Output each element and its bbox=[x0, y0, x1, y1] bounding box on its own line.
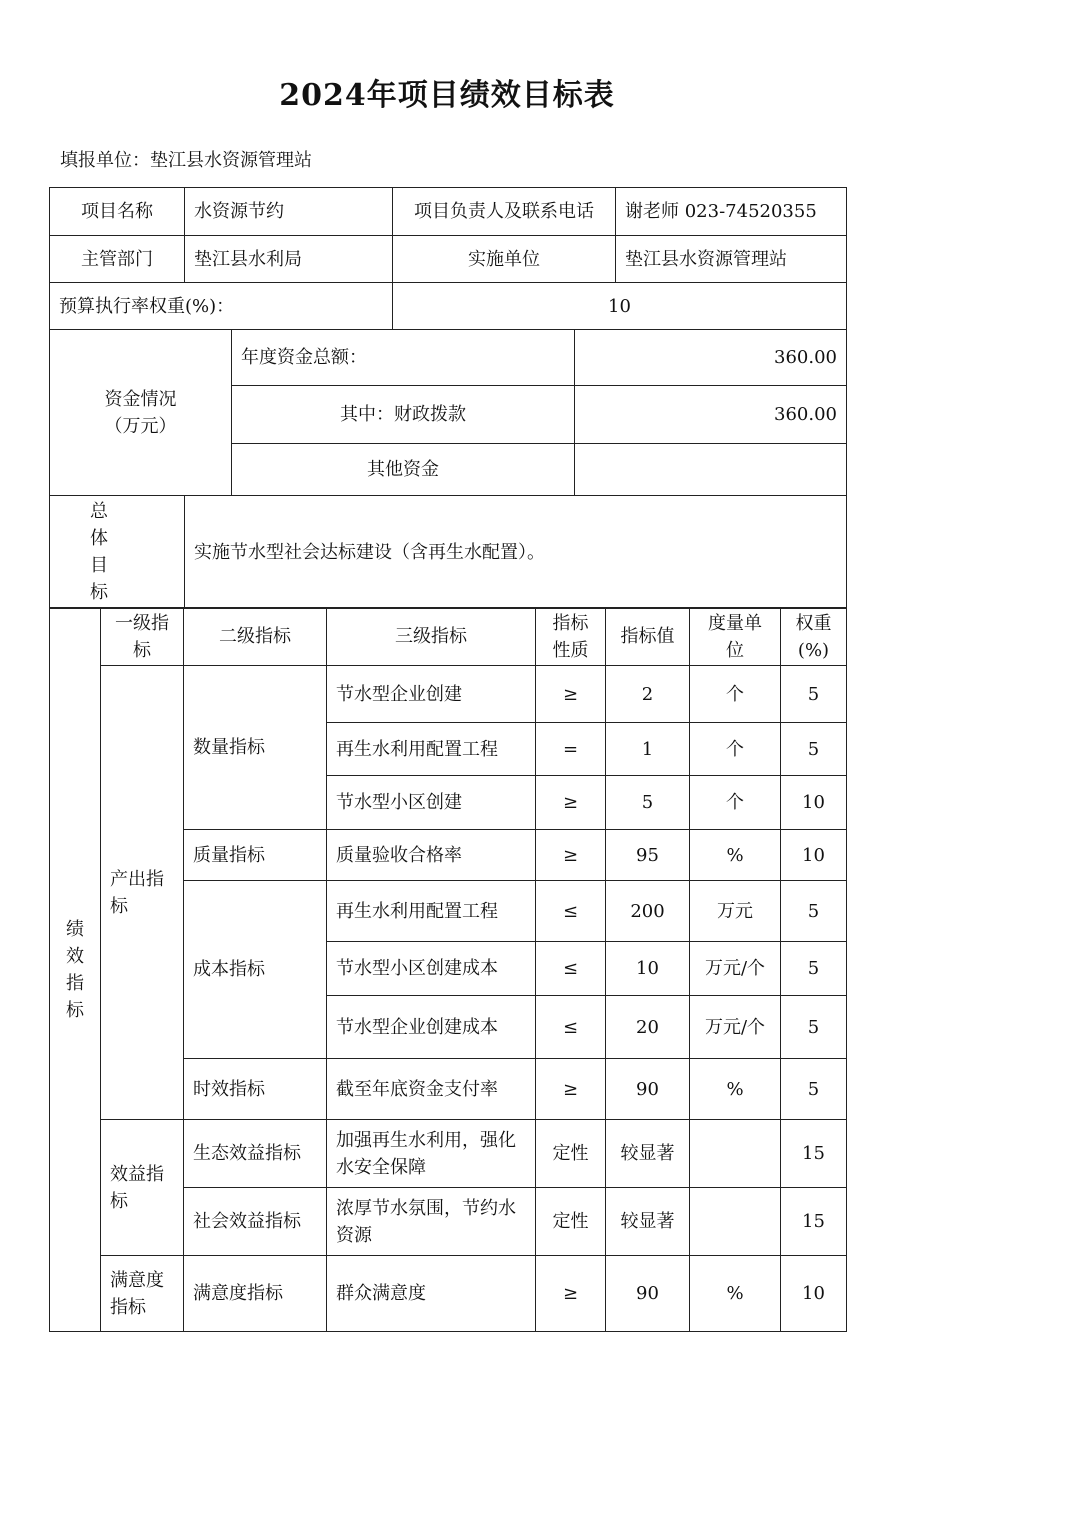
funds-label-line2: （万元） bbox=[104, 415, 177, 437]
budget-weight-label: 预算执行率权重(%)： bbox=[50, 283, 393, 330]
impl-label: 实施单位 bbox=[393, 236, 616, 283]
l3-cell: 再生水利用配置工程 bbox=[327, 723, 536, 776]
unit-cell: 个 bbox=[690, 723, 781, 776]
weight-cell: 5 bbox=[781, 942, 847, 996]
l3-cell: 再生水利用配置工程 bbox=[327, 881, 536, 942]
nature-cell: ≤ bbox=[536, 881, 606, 942]
contact-label: 项目负责人及联系电话 bbox=[393, 188, 616, 236]
weight-cell: 10 bbox=[781, 776, 847, 830]
group-quality: 质量指标 bbox=[184, 830, 327, 881]
funds-other-value bbox=[575, 444, 847, 496]
header-unit-line: 位 bbox=[726, 639, 744, 661]
goal-label bbox=[50, 496, 185, 609]
goal-label-char: 标 bbox=[90, 582, 108, 603]
nature-cell: ≤ bbox=[536, 996, 606, 1059]
l3-line: 资源 bbox=[336, 1224, 372, 1246]
output-label-line: 标 bbox=[110, 895, 128, 917]
value-cell: 2 bbox=[606, 666, 690, 723]
header-l2: 二级指标 bbox=[184, 608, 327, 666]
nature-cell: ≥ bbox=[536, 776, 606, 830]
group-eco: 生态效益指标 bbox=[184, 1120, 327, 1188]
unit-cell: 万元/个 bbox=[690, 942, 781, 996]
satisfaction-label-line: 满意度 bbox=[110, 1269, 164, 1291]
group-timeliness: 时效指标 bbox=[184, 1059, 327, 1120]
output-label-line: 产出指 bbox=[110, 868, 164, 890]
table-row bbox=[50, 1120, 847, 1188]
value-cell: 20 bbox=[606, 996, 690, 1059]
nature-cell: ≥ bbox=[536, 1059, 606, 1120]
weight-cell: 15 bbox=[781, 1188, 847, 1256]
unit-cell: % bbox=[690, 1059, 781, 1120]
value-cell: 较显著 bbox=[606, 1120, 690, 1188]
l3-cell: 截至年底资金支付率 bbox=[327, 1059, 536, 1120]
satisfaction-label bbox=[101, 1256, 184, 1332]
perf-label-char: 效 bbox=[66, 945, 84, 967]
l3-cell: 节水型企业创建 bbox=[327, 666, 536, 723]
benefit-label bbox=[101, 1120, 184, 1256]
impl-value: 垫江县水资源管理站 bbox=[616, 236, 847, 283]
value-cell: 5 bbox=[606, 776, 690, 830]
value-cell: 90 bbox=[606, 1059, 690, 1120]
weight-cell: 5 bbox=[781, 666, 847, 723]
dept-label: 主管部门 bbox=[50, 236, 185, 283]
performance-table bbox=[49, 607, 847, 1332]
unit-cell: 个 bbox=[690, 776, 781, 830]
perf-label-char: 绩 bbox=[66, 918, 84, 940]
group-quantity: 数量指标 bbox=[184, 666, 327, 830]
header-weight-line: 权重 bbox=[795, 612, 832, 634]
nature-cell: ≥ bbox=[536, 1256, 606, 1332]
dept-value: 垫江县水利局 bbox=[185, 236, 393, 283]
l3-cell: 群众满意度 bbox=[327, 1256, 536, 1332]
funds-total-label: 年度资金总额： bbox=[232, 330, 575, 386]
benefit-label-line: 标 bbox=[110, 1190, 128, 1212]
header-weight bbox=[781, 608, 847, 666]
header-l3: 三级指标 bbox=[327, 608, 536, 666]
perf-label-char: 标 bbox=[66, 999, 84, 1021]
l3-cell bbox=[327, 1188, 536, 1256]
weight-cell: 5 bbox=[781, 723, 847, 776]
l3-line: 加强再生水利用，强化 bbox=[336, 1129, 516, 1151]
l3-cell: 节水型企业创建成本 bbox=[327, 996, 536, 1059]
nature-cell: ≤ bbox=[536, 942, 606, 996]
group-social: 社会效益指标 bbox=[184, 1188, 327, 1256]
weight-cell: 10 bbox=[781, 830, 847, 881]
group-cost: 成本指标 bbox=[184, 881, 327, 1059]
nature-cell: 定性 bbox=[536, 1188, 606, 1256]
goal-label-char: 目 bbox=[90, 555, 108, 576]
weight-cell: 5 bbox=[781, 881, 847, 942]
table-row bbox=[50, 666, 847, 723]
page-title: 2024年项目绩效目标表 bbox=[279, 78, 615, 113]
l3-cell: 节水型小区创建 bbox=[327, 776, 536, 830]
unit-cell bbox=[690, 1120, 781, 1188]
budget-weight-value: 10 bbox=[393, 283, 847, 330]
nature-cell: ≥ bbox=[536, 830, 606, 881]
value-cell: 1 bbox=[606, 723, 690, 776]
value-cell: 10 bbox=[606, 942, 690, 996]
goal-label-char: 总 bbox=[90, 501, 108, 522]
group-satisfaction: 满意度指标 bbox=[184, 1256, 327, 1332]
funds-fiscal-label: 其中：财政拨款 bbox=[232, 386, 575, 444]
perf-label bbox=[50, 608, 101, 1332]
l3-cell: 节水型小区创建成本 bbox=[327, 942, 536, 996]
info-table bbox=[49, 187, 847, 609]
unit-cell: 个 bbox=[690, 666, 781, 723]
funds-label bbox=[50, 330, 232, 496]
l3-line: 浓厚节水氛围，节约水 bbox=[336, 1197, 516, 1219]
nature-cell: = bbox=[536, 723, 606, 776]
project-name: 水资源节约 bbox=[185, 188, 393, 236]
header-nature bbox=[536, 608, 606, 666]
output-label bbox=[101, 666, 184, 1120]
weight-cell: 15 bbox=[781, 1120, 847, 1188]
weight-cell: 10 bbox=[781, 1256, 847, 1332]
nature-cell: 定性 bbox=[536, 1120, 606, 1188]
value-cell: 90 bbox=[606, 1256, 690, 1332]
header-value: 指标值 bbox=[606, 608, 690, 666]
funds-fiscal-value: 360.00 bbox=[575, 386, 847, 444]
goal-text: 实施节水型社会达标建设（含再生水配置）。 bbox=[185, 496, 847, 609]
header-unit bbox=[690, 608, 781, 666]
unit-cell: % bbox=[690, 1256, 781, 1332]
l3-cell bbox=[327, 1120, 536, 1188]
header-nature-line: 指标 bbox=[552, 612, 589, 634]
header-weight-line: (%) bbox=[797, 639, 830, 661]
header-nature-line: 性质 bbox=[552, 639, 589, 661]
weight-cell: 5 bbox=[781, 996, 847, 1059]
funds-other-label: 其他资金 bbox=[232, 444, 575, 496]
unit-cell bbox=[690, 1188, 781, 1256]
header-unit-line: 度量单 bbox=[708, 612, 762, 634]
contact-value: 谢老师 023-74520355 bbox=[616, 188, 847, 236]
satisfaction-label-line: 指标 bbox=[110, 1296, 146, 1318]
unit-cell: 万元 bbox=[690, 881, 781, 942]
header-l1-line: 标 bbox=[133, 639, 151, 661]
value-cell: 较显著 bbox=[606, 1188, 690, 1256]
header-l1 bbox=[101, 608, 184, 666]
unit-cell: 万元/个 bbox=[690, 996, 781, 1059]
unit-cell: % bbox=[690, 830, 781, 881]
goal-label-char: 体 bbox=[90, 528, 108, 549]
nature-cell: ≥ bbox=[536, 666, 606, 723]
header-l1-line: 一级指 bbox=[115, 612, 169, 634]
l3-cell: 质量验收合格率 bbox=[327, 830, 536, 881]
funds-label-line1: 资金情况 bbox=[104, 388, 177, 410]
perf-label-char: 指 bbox=[66, 972, 84, 994]
l3-line: 水安全保障 bbox=[336, 1156, 426, 1178]
funds-total-value: 360.00 bbox=[575, 330, 847, 386]
value-cell: 200 bbox=[606, 881, 690, 942]
benefit-label-line: 效益指 bbox=[110, 1163, 164, 1185]
weight-cell: 5 bbox=[781, 1059, 847, 1120]
table-row bbox=[50, 1256, 847, 1332]
project-name-label: 项目名称 bbox=[50, 188, 185, 236]
value-cell: 95 bbox=[606, 830, 690, 881]
fill-unit: 填报单位：垫江县水资源管理站 bbox=[60, 150, 312, 171]
